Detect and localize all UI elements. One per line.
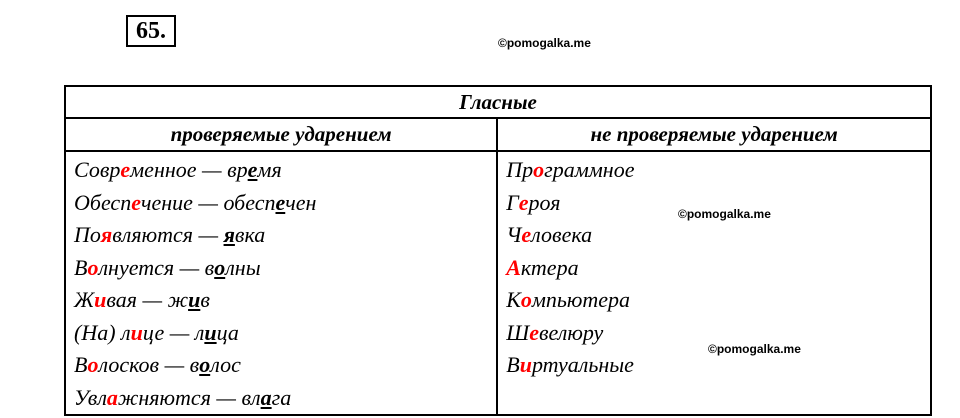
word-pair xyxy=(74,154,496,187)
stressed-check-vowel: а xyxy=(260,384,272,410)
checked-words-list xyxy=(66,152,496,414)
word-text: Г xyxy=(506,189,519,215)
word-pair xyxy=(74,252,496,285)
word-text: в xyxy=(200,287,210,312)
unstressed-vowel: и xyxy=(94,287,107,312)
unstressed-vowel: е xyxy=(518,189,529,215)
word-text: вая — ж xyxy=(106,287,189,312)
unstressed-vowel: о xyxy=(87,254,99,280)
dictionary-word xyxy=(506,252,930,285)
word-text: Ж xyxy=(74,287,95,312)
word-text: менное — вр xyxy=(130,157,248,182)
word-text: чение — обесп xyxy=(140,189,276,215)
stressed-check-vowel: я xyxy=(223,222,235,247)
dictionary-word xyxy=(506,154,930,187)
unchecked-words-cell xyxy=(497,151,931,415)
word-text: В xyxy=(74,352,88,377)
word-text: чен xyxy=(285,189,317,215)
word-pair xyxy=(74,219,496,252)
unstressed-vowel: е xyxy=(131,189,141,215)
unstressed-vowel: о xyxy=(520,287,532,312)
word-text: По xyxy=(74,222,101,247)
exercise-number: 65. xyxy=(126,15,176,47)
word-text: це — л xyxy=(142,319,205,345)
checked-words-cell xyxy=(65,151,497,415)
word-pair xyxy=(74,317,496,350)
word-text: граммное xyxy=(544,157,635,182)
unstressed-vowel: я xyxy=(100,222,113,247)
unstressed-vowel: о xyxy=(533,157,545,182)
word-text: вляются — xyxy=(112,222,224,247)
word-text: Ш xyxy=(506,319,530,345)
word-text: мпьютера xyxy=(531,287,631,312)
watermark: ©pomogalka.me xyxy=(708,342,801,356)
unstressed-vowel: и xyxy=(130,319,143,345)
word-text: лосков — в xyxy=(98,352,200,377)
dictionary-word xyxy=(506,317,930,350)
dictionary-word xyxy=(506,349,930,382)
word-text: Совр xyxy=(74,157,121,182)
word-text: роя xyxy=(528,189,561,215)
word-text: мя xyxy=(257,157,282,182)
word-text: велюру xyxy=(538,319,604,345)
word-text: жняются — вл xyxy=(117,384,261,410)
word-text: ртуальные xyxy=(531,352,634,377)
word-pair xyxy=(74,187,496,220)
word-text: лос xyxy=(210,352,241,377)
unstressed-vowel: а xyxy=(106,384,118,410)
word-pair xyxy=(74,284,496,317)
word-text: ца xyxy=(216,319,239,345)
word-text: В xyxy=(506,352,520,377)
word-text: ктера xyxy=(520,254,579,280)
stressed-check-vowel: о xyxy=(199,352,211,377)
word-text: вка xyxy=(234,222,266,247)
word-text: Обесп xyxy=(74,189,132,215)
word-text: (На) л xyxy=(74,319,131,345)
unstressed-vowel: е xyxy=(521,222,532,247)
word-text: Ч xyxy=(506,222,522,247)
unstressed-vowel: е xyxy=(120,157,131,182)
dictionary-word xyxy=(506,284,930,317)
watermark: ©pomogalka.me xyxy=(498,36,591,50)
stressed-check-vowel: и xyxy=(188,287,201,312)
word-text: га xyxy=(271,384,292,410)
word-text: В xyxy=(74,254,88,280)
right-column-header: не проверяемые ударением xyxy=(497,118,931,151)
word-text: ловека xyxy=(531,222,593,247)
left-column-header: проверяемые ударением xyxy=(65,118,497,151)
stressed-check-vowel: е xyxy=(275,189,286,215)
stressed-check-vowel: о xyxy=(214,254,226,280)
watermark: ©pomogalka.me xyxy=(678,207,771,221)
vowels-table xyxy=(64,85,932,416)
table-title: Гласные xyxy=(65,86,931,118)
stressed-check-vowel: е xyxy=(247,157,258,182)
word-pair xyxy=(74,382,496,415)
word-text: Пр xyxy=(506,157,534,182)
unstressed-vowel: е xyxy=(529,319,539,345)
word-text: Увл xyxy=(74,384,107,410)
word-text: лны xyxy=(225,254,261,280)
unstressed-vowel: о xyxy=(87,352,99,377)
word-text: лнуется — в xyxy=(98,254,215,280)
dictionary-word xyxy=(506,219,930,252)
word-pair xyxy=(74,349,496,382)
unstressed-vowel: и xyxy=(519,352,532,377)
dictionary-word xyxy=(506,187,930,220)
stressed-check-vowel: и xyxy=(204,319,217,345)
word-text: К xyxy=(506,287,521,312)
unchecked-words-list xyxy=(498,152,930,382)
unstressed-vowel: А xyxy=(506,254,521,280)
